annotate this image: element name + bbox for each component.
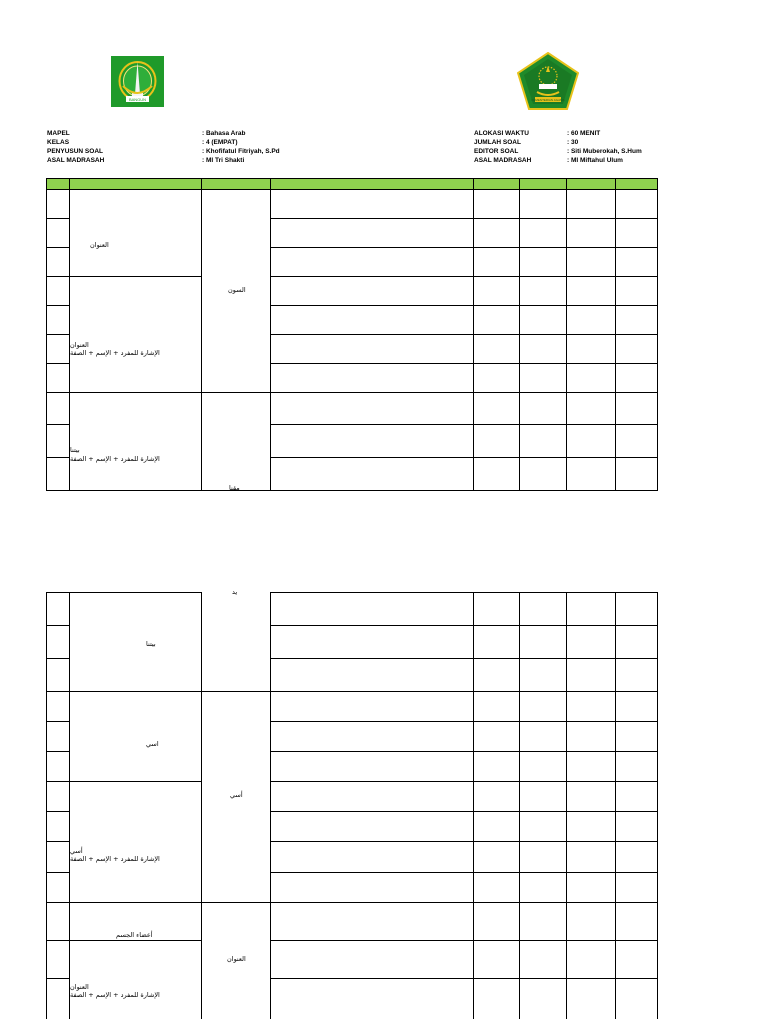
- table-column-line: [270, 592, 271, 1019]
- header-value: : MI Tri Shakti: [202, 157, 245, 164]
- header-right-labels: [474, 129, 531, 165]
- madrasah-emblem-icon: [111, 56, 164, 107]
- table-row-line: [270, 872, 658, 873]
- table-row-line: [270, 363, 658, 364]
- header-value: : MI Miftahul Ulum: [567, 157, 623, 164]
- header-value: : Siti Muberokah, S.Hum: [567, 148, 642, 155]
- header-value: : 60 MENIT: [567, 130, 601, 137]
- table-row-line: [270, 978, 658, 979]
- table-row-line: [69, 781, 202, 782]
- table-row-line: [270, 940, 658, 941]
- table-row-line: [201, 902, 271, 903]
- table-row-line: [201, 392, 271, 393]
- table-row-line: [46, 625, 70, 626]
- table-row-line: [46, 781, 70, 782]
- header-value: : 4 (EMPAT): [202, 139, 238, 146]
- header-label: KELAS: [47, 139, 70, 146]
- header-label: PENYUSUN SOAL: [47, 148, 103, 155]
- table-row-line: [270, 457, 658, 458]
- table-row-line: [46, 811, 70, 812]
- table-column-line: [615, 189, 616, 491]
- table-cell-section: يد: [232, 588, 238, 596]
- table-column-line: [46, 592, 47, 1019]
- table-row-line: [270, 658, 658, 659]
- table-row-line: [69, 276, 202, 277]
- table-row-line: [270, 781, 658, 782]
- table-row-line: [46, 872, 70, 873]
- table-row-line: [46, 457, 70, 458]
- table-column-line: [270, 189, 271, 491]
- table-row-line: [46, 392, 70, 393]
- table-row-line: [270, 751, 658, 752]
- table-row-line: [270, 276, 658, 277]
- table-column-line: [566, 592, 567, 1019]
- table-row-line: [46, 334, 70, 335]
- madrasah-logo-text: BANGUN: [128, 97, 147, 102]
- table-cell-indicator: الإشارة للمفرد + الإسم + الصفة: [70, 455, 160, 463]
- table-row-line: [46, 841, 70, 842]
- kemenag-logo-text: KEMENTERIAN AGAMA: [531, 98, 565, 102]
- table-row-line: [46, 691, 70, 692]
- table-cell-indicator: الإشارة للمفرد + الإسم + الصفة: [70, 855, 160, 863]
- table-border: [270, 592, 658, 593]
- table-row-line: [46, 218, 70, 219]
- table-column-line: [519, 592, 520, 1019]
- header-label: MAPEL: [47, 130, 70, 137]
- table-cell-topic: اسي: [146, 740, 159, 748]
- table-cell-indicator: الإشارة للمفرد + الإسم + الصفة: [70, 349, 160, 357]
- header-label: ASAL MADRASAH: [474, 157, 532, 164]
- table-column-line: [69, 592, 70, 1019]
- header-label: ASAL MADRASAH: [47, 157, 105, 164]
- table-row-line: [270, 721, 658, 722]
- table-row-line: [46, 940, 70, 941]
- table-row-line: [270, 841, 658, 842]
- table-row-line: [69, 392, 202, 393]
- table-cell-section: السون: [228, 286, 246, 294]
- table-column-line: [473, 592, 474, 1019]
- table-row-line: [46, 424, 70, 425]
- header-value: : Bahasa Arab: [202, 130, 246, 137]
- table-row-line: [46, 247, 70, 248]
- table-row-line: [46, 363, 70, 364]
- table-cell-topic-label: بيتنا: [70, 446, 80, 454]
- table-row-line: [201, 691, 271, 692]
- table-column-line: [519, 189, 520, 491]
- table-row-line: [270, 424, 658, 425]
- table-column-line: [657, 592, 658, 1019]
- header-value: : Khofifatul Fitriyah, S.Pd: [202, 148, 280, 155]
- table-row-line: [46, 658, 70, 659]
- header-left-values: [202, 129, 280, 165]
- table-cell-section: أسي: [230, 791, 243, 799]
- kemenag-emblem-icon: [517, 52, 579, 110]
- header-label: ALOKASI WAKTU: [474, 130, 529, 137]
- table-row-line: [46, 751, 70, 752]
- table-cell-indicator: الإشارة للمفرد + الإسم + الصفة: [70, 991, 160, 999]
- table-row-line: [46, 721, 70, 722]
- table-row-line: [270, 247, 658, 248]
- table-cell-topic-label: العنوان: [70, 983, 89, 991]
- table-row-line: [270, 811, 658, 812]
- header-right-values: [567, 129, 642, 165]
- table-cell-topic: بيتنا: [146, 640, 156, 648]
- table-row-line: [270, 691, 658, 692]
- table-row-line: [69, 691, 202, 692]
- table-column-line: [201, 189, 202, 491]
- table-row-line: [270, 902, 658, 903]
- table-row-line: [270, 305, 658, 306]
- table-row-line: [46, 305, 70, 306]
- table-column-line: [657, 189, 658, 491]
- table-column-line: [201, 592, 202, 1019]
- table-cell-topic: العنوان: [90, 241, 109, 249]
- table-row-line: [270, 625, 658, 626]
- table-row-line: [46, 978, 70, 979]
- table-cell-section: مقنا: [229, 484, 240, 492]
- table-cell-topic: أعضاء الجسم: [116, 931, 153, 939]
- table-border: [46, 490, 658, 491]
- header-value: : 30: [567, 139, 579, 146]
- table-cell-section: العنوان: [227, 955, 246, 963]
- table-column-line: [46, 189, 47, 491]
- table-column-line: [473, 189, 474, 491]
- header-label: JUMLAH SOAL: [474, 139, 521, 146]
- table-row-line: [46, 902, 70, 903]
- table-row-line: [270, 334, 658, 335]
- table-cell-topic-label: أسي: [70, 847, 83, 855]
- table-row-line: [270, 392, 658, 393]
- madrasah-logo: [111, 56, 164, 107]
- table-column-line: [566, 189, 567, 491]
- header-label: EDITOR SOAL: [474, 148, 519, 155]
- table-row-line: [69, 940, 202, 941]
- header-left-labels: [47, 129, 104, 165]
- table-cell-topic-label: العنوان: [70, 341, 89, 349]
- table-row-line: [46, 276, 70, 277]
- table-column-line: [615, 592, 616, 1019]
- table-row-line: [69, 902, 202, 903]
- kemenag-logo: [517, 52, 579, 110]
- table-row-line: [270, 218, 658, 219]
